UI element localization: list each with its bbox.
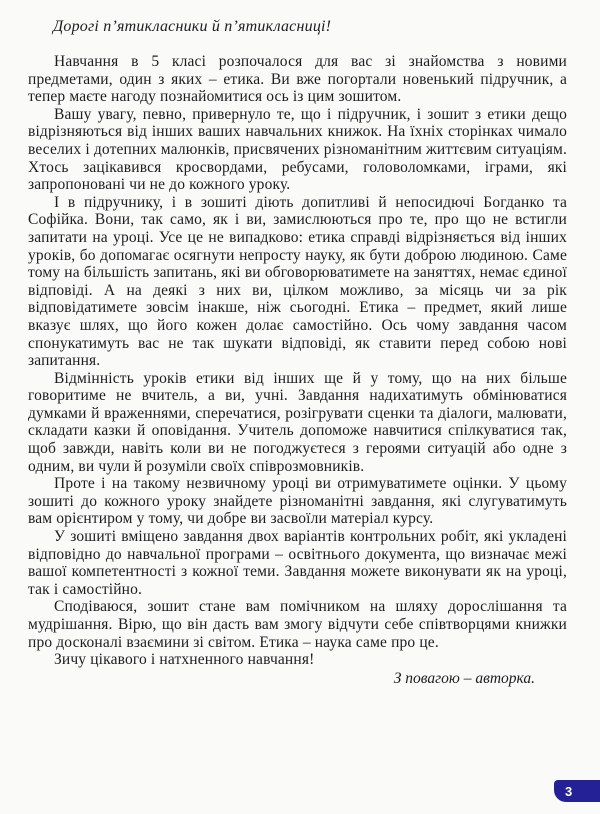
author-signature: З повагою – авторка. <box>393 669 535 687</box>
paragraph-4: Відмінність уроків етики від інших ще й у тому, що на них більше говоритиме не вчитель, а ви, учні. Завдання надихатимуть обмінюватися думками й враженнями, сперечатися, розігрувати сценки та діалоги, малювати, складати казки й оповідання. Учитель допоможе навчитися спілкуватися так, щоб завжди, навіть коли ви не погоджуєтеся з героями ситуацій або одне з одним, ви чули й розуміли своїх співрозмовників. <box>28 369 567 475</box>
page-number-tab <box>554 780 600 802</box>
paragraph-1: Навчання в 5 класі розпочалося для вас зі знайомства з новими предметами, один з яких – етика. Ви вже погортали новенький підручник, а тепер маєте нагоду познайомитися ось із цим зошитом. <box>28 53 567 106</box>
page-number: 3 <box>565 783 573 799</box>
paragraph-8: Зичу цікавого і натхненного навчання! <box>54 651 315 669</box>
page-title: Дорогі п’ятикласники й п’ятикласниці! <box>53 18 332 35</box>
paragraph-7: Сподіваюся, зошит стане вам помічником на шляху дорослішання та мудрішання. Вірю, що він дасть вам змогу відчути себе співтворцями книжки про досконалі взаємини зі світом. Етика – наука саме про це. <box>28 598 567 651</box>
paragraph-3: І в підручнику, і в зошиті діють допитливі й непосидючі Богданко та Софійка. Вони, так само, як і ви, замислюються про те, про що не встигли запитати на уроці. Усе це не випадково: етика справді відрізняється від інших уроків, бо допомагає осягнути непросту науку, як бути доброю людиною. Саме тому на більшість запитань, які ви обговорюватимете на заняттях, немає єдиної відповіді. А на деякі з них ви, цілком можливо, за місяць чи за рік відповідатимете зовсім інакше, ніж сьогодні. Етика – предмет, який лише вказує шлях, що його кожен долає самостійно. Ось чому завдання часом спонукатимуть вас не так шукати відповіді, як ставити перед собою нові запитання. <box>28 193 567 370</box>
paragraph-6: У зошиті вміщено завдання двох варіантів контрольних робіт, які укладені відповідно до навчальної програми – освітнього документа, що визначає межі вашої компетентності з кожної теми. Завдання можете виконувати як на уроці, так і самостійно. <box>28 528 567 598</box>
paragraph-2: Вашу увагу, певно, привернуло те, що і підручник, і зошит з етики дещо відрізняються від інших ваших навчальних книжок. На їхніх сторінках чимало веселих і дотепних малюнків, присвячених різноманітним життєвим ситуаціям. Хтось зацікавився кросвордами, ребусами, головоломками, іграми, які запропоновані чи не до кожного уроку. <box>28 105 567 194</box>
text-block <box>28 18 567 687</box>
paragraph-5: Проте і на такому незвичному уроці ви отримуватимете оцінки. У цьому зошиті до кожного уроку знайдете різноманітні завдання, які слугуватимуть вам орієнтиром у тому, чи добре ви засвоїли матеріал курсу. <box>28 475 567 528</box>
